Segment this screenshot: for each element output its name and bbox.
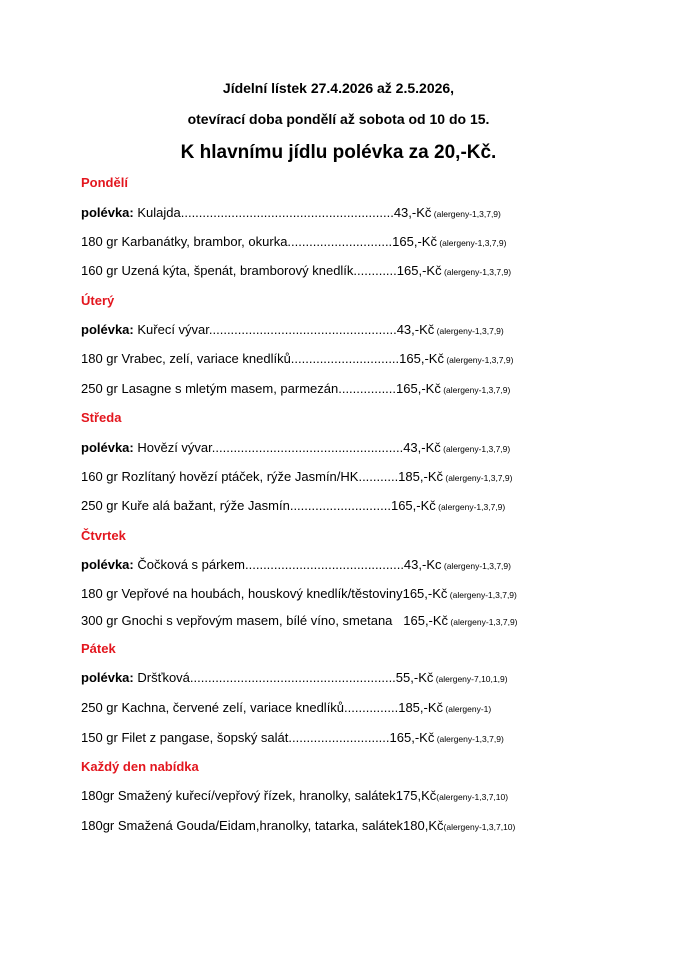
item-text: 250 gr Kachna, červené zelí, variace knedlíků...............185,-Kč (81, 700, 444, 715)
item-text: Dršťková.........................................................55,-Kč (133, 670, 434, 685)
menu-item (81, 322, 504, 339)
allergens: (alergeny-1,3,7,9) (443, 473, 513, 483)
day-heading-thursday: Čtvrtek (81, 528, 126, 543)
item-text: 180gr Smažená Gouda/Eidam,hranolky, tatarka, salátek180,Kč (81, 818, 444, 833)
soup-label: polévka: (81, 670, 134, 685)
allergens: (alergeny-1,3,7,9) (441, 561, 511, 571)
menu-item (81, 730, 504, 747)
soup-label: polévka: (81, 322, 134, 337)
item-text: 300 gr Gnochi s vepřovým masem, bílé víno, smetana 165,-Kč (81, 613, 449, 628)
allergens: (alergeny-1,3,7,10) (436, 792, 509, 802)
item-text: 150 gr Filet z pangase, šopský salát............................165,-Kč (81, 730, 435, 745)
menu-item (81, 381, 510, 398)
item-text: 180gr Smažený kuřecí/vepřový řízek, hranolky, salátek175,Kč (81, 788, 437, 803)
menu-item (81, 205, 501, 222)
allergens: (alergeny-1,3,7,9) (447, 590, 517, 600)
allergens: (alergeny-1,3,7,9) (443, 355, 514, 365)
allergens: (alergeny-1) (443, 704, 492, 714)
menu-item (81, 788, 508, 805)
item-text: Kulajda...........................................................43,-Kč (133, 205, 432, 220)
menu-item (81, 613, 518, 630)
menu-item (81, 586, 517, 603)
menu-item (81, 818, 515, 835)
item-text: 250 gr Lasagne s mletým masem, parmezán................165,-Kč (81, 381, 441, 396)
item-text: 180 gr Vepřové na houbách, houskový knedlík/těstoviny165,-Kč (81, 586, 448, 601)
opening-hours: otevírací doba pondělí až sobota od 10 do 15. (187, 111, 490, 127)
day-heading-tuesday: Úterý (81, 293, 115, 308)
item-text: Hovězí vývar.....................................................43,-Kč (133, 440, 441, 455)
item-text: 160 gr Uzená kýta, špenát, bramborový knedlík............165,-Kč (81, 263, 442, 278)
menu-item (81, 469, 512, 486)
soup-offer: K hlavnímu jídlu polévka za 20,-Kč. (180, 142, 497, 163)
menu-title: Jídelní lístek 27.4.2026 až 2.5.2026, (222, 80, 455, 96)
menu-item (81, 557, 511, 574)
day-heading-wednesday: Středa (81, 410, 122, 425)
allergens: (alergeny-1,3,7,9) (436, 238, 507, 248)
day-heading-friday: Pátek (81, 641, 116, 656)
soup-label: polévka: (81, 557, 134, 572)
item-text: 180 gr Vrabec, zelí, variace knedlíků..............................165,-Kč (81, 351, 444, 366)
item-text: 160 gr Rozlítaný hovězí ptáček, rýže Jasmín/HK...........185,-Kč (81, 469, 443, 484)
allergens: (alergeny-7,10,1,9) (433, 674, 508, 684)
allergens: (alergeny-1,3,7,9) (435, 502, 506, 512)
menu-item (81, 440, 510, 457)
soup-label: polévka: (81, 205, 134, 220)
allergens: (alergeny-1,3,7,9) (434, 326, 504, 336)
allergens: (alergeny-1,3,7,10) (443, 822, 516, 832)
menu-item (81, 670, 508, 687)
allergens: (alergeny-1,3,7,9) (448, 617, 518, 627)
menu-item (81, 498, 505, 515)
day-heading-monday: Pondělí (81, 175, 128, 190)
day-heading-daily-offer: Každý den nabídka (81, 759, 199, 774)
item-text: Čočková s párkem............................................43,-Kc (133, 557, 442, 572)
menu-item (81, 700, 491, 717)
allergens: (alergeny-1,3,7,9) (440, 385, 511, 395)
menu-item (81, 234, 506, 251)
item-text: Kuřecí vývar....................................................43,-Kč (133, 322, 435, 337)
soup-label: polévka: (81, 440, 134, 455)
allergens: (alergeny-1,3,7,9) (441, 267, 512, 277)
item-text: 180 gr Karbanátky, brambor, okurka.............................165,-Kč (81, 234, 437, 249)
allergens: (alergeny-1,3,7,9) (434, 734, 504, 744)
allergens: (alergeny-1,3,7,9) (440, 444, 511, 454)
menu-item (81, 263, 511, 280)
menu-item (81, 351, 513, 368)
allergens: (alergeny-1,3,7,9) (431, 209, 501, 219)
item-text: 250 gr Kuře alá bažant, rýže Jasmín............................165,-Kč (81, 498, 436, 513)
